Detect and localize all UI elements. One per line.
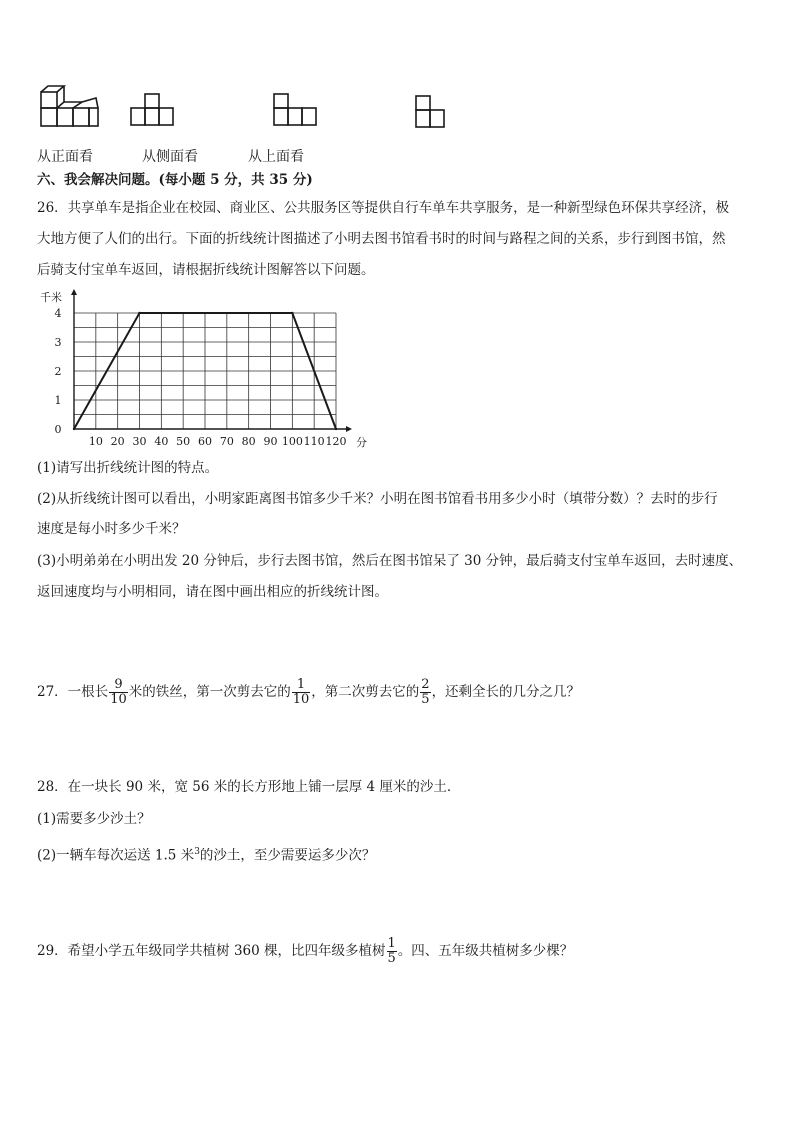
x-tick-label: 40 — [154, 435, 169, 448]
front-view-label: 从正面看 — [37, 149, 93, 165]
y-tick-label: 1 — [54, 394, 62, 407]
fraction-one-tenth — [292, 678, 311, 707]
x-tick-label: 120 — [325, 435, 347, 448]
side-view-figure — [274, 94, 316, 125]
q28-sub-2-text-b: 的沙土，至少需要运多少次？ — [199, 847, 376, 864]
x-tick-label: 20 — [110, 435, 125, 448]
x-tick-label: 80 — [241, 435, 256, 448]
origin-label: 0 — [54, 423, 62, 436]
x-axis-arrow-icon — [346, 426, 352, 432]
three-view-figures — [36, 84, 456, 132]
data-point — [291, 312, 293, 314]
front-view-figure — [131, 94, 173, 125]
x-tick-label: 90 — [263, 435, 278, 448]
y-axis-arrow-icon — [71, 289, 77, 295]
fraction-denominator: 5 — [421, 692, 430, 707]
fraction-numerator: 2 — [421, 677, 430, 692]
data-point — [73, 428, 75, 430]
side-view-label: 从侧面看 — [142, 149, 198, 165]
q26-line-2: 大地方便了人们的出行。下面的折线统计图描述了小明去图书馆看书时的时间与路程之间的关系，步行到图书馆，然 — [37, 231, 726, 247]
distance-time-line-chart — [30, 284, 375, 454]
x-tick-label: 70 — [219, 435, 234, 448]
q26-line-3: 后骑支付宝单车返回，请根据折线统计图解答以下问题。 — [37, 262, 375, 278]
top-view-label: 从上面看 — [248, 149, 304, 165]
block-perspective-figure — [41, 86, 98, 126]
q26-sub-3-line-1: (3)小明弟弟在小明出发 20 分钟后，步行去图书馆，然后在图书馆呆了 30 分钟，最后骑支付宝单车返回，去时速度、 — [37, 553, 743, 569]
x-tick-label: 30 — [132, 435, 147, 448]
q27-part-1: 27．一根长 — [37, 684, 109, 700]
fraction-denominator: 5 — [387, 951, 396, 966]
q28-sub-1: (1)需要多少沙土？ — [37, 811, 151, 827]
x-axis-label: 分 — [356, 436, 367, 449]
x-tick-label: 50 — [176, 435, 191, 448]
fraction-numerator: 1 — [387, 936, 396, 951]
q26-line-1: 26．共享单车是指企业在校园、商业区、公共服务区等提供自行车单车共享服务，是一种新型绿色环保共享经济，极 — [37, 200, 730, 216]
q26-sub-1: (1)请写出折线统计图的特点。 — [37, 460, 219, 476]
x-tick-label: 60 — [198, 435, 212, 448]
x-tick-label: 100 — [281, 435, 303, 448]
fraction-denominator: 10 — [110, 692, 127, 707]
x-tick-label: 10 — [88, 435, 103, 448]
cubic-superscript: 3 — [194, 847, 200, 857]
fraction-nine-tenths — [109, 678, 128, 707]
top-view-figure — [416, 96, 444, 127]
fraction-one-fifth — [387, 937, 397, 966]
q27-part-4: ，还剩全长的几分之几？ — [431, 684, 581, 700]
q26-sub-2-line-2: 速度是每小时多少千米？ — [37, 521, 186, 537]
q29-part-2: 。四、五年级共植树多少棵？ — [397, 943, 574, 959]
chart-grid — [74, 313, 336, 429]
q29-text — [37, 933, 573, 969]
q29-part-1: 29．希望小学五年级同学共植树 360 棵，比四年级多植树 — [37, 943, 386, 959]
data-point — [138, 312, 140, 314]
y-tick-label: 2 — [54, 365, 62, 378]
fraction-numerator: 1 — [296, 677, 306, 692]
y-axis-label: 千米 — [40, 291, 62, 304]
q28-sub-2 — [37, 843, 375, 865]
data-point — [335, 428, 337, 430]
section-heading: 六、我会解决问题。(每小题 5 分，共 35 分) — [37, 172, 313, 188]
q27-part-3: ，第二次剪去它的 — [311, 684, 420, 700]
x-tick-label: 110 — [303, 435, 325, 448]
fraction-numerator: 9 — [114, 677, 123, 692]
q27-part-2: 米的铁丝，第一次剪去它的 — [128, 684, 291, 700]
q26-sub-3-line-2: 返回速度均与小明相同，请在图中画出相应的折线统计图。 — [37, 584, 388, 600]
q26-sub-2-line-1: (2)从折线统计图可以看出，小明家距离图书馆多少千米？小明在图书馆看书用多少小时（填带分数）？去时的步行 — [37, 491, 718, 507]
q28-sub-2-text-a: (2)一辆车每次运送 1.5 米 — [37, 847, 195, 864]
y-tick-label: 3 — [54, 336, 62, 349]
y-tick-label: 4 — [54, 307, 62, 320]
q27-text — [37, 674, 580, 710]
q28-line-1: 28．在一块长 90 米，宽 56 米的长方形地上铺一层厚 4 厘米的沙土． — [37, 779, 461, 795]
fraction-two-fifths — [420, 678, 430, 707]
fraction-denominator: 10 — [292, 692, 310, 707]
